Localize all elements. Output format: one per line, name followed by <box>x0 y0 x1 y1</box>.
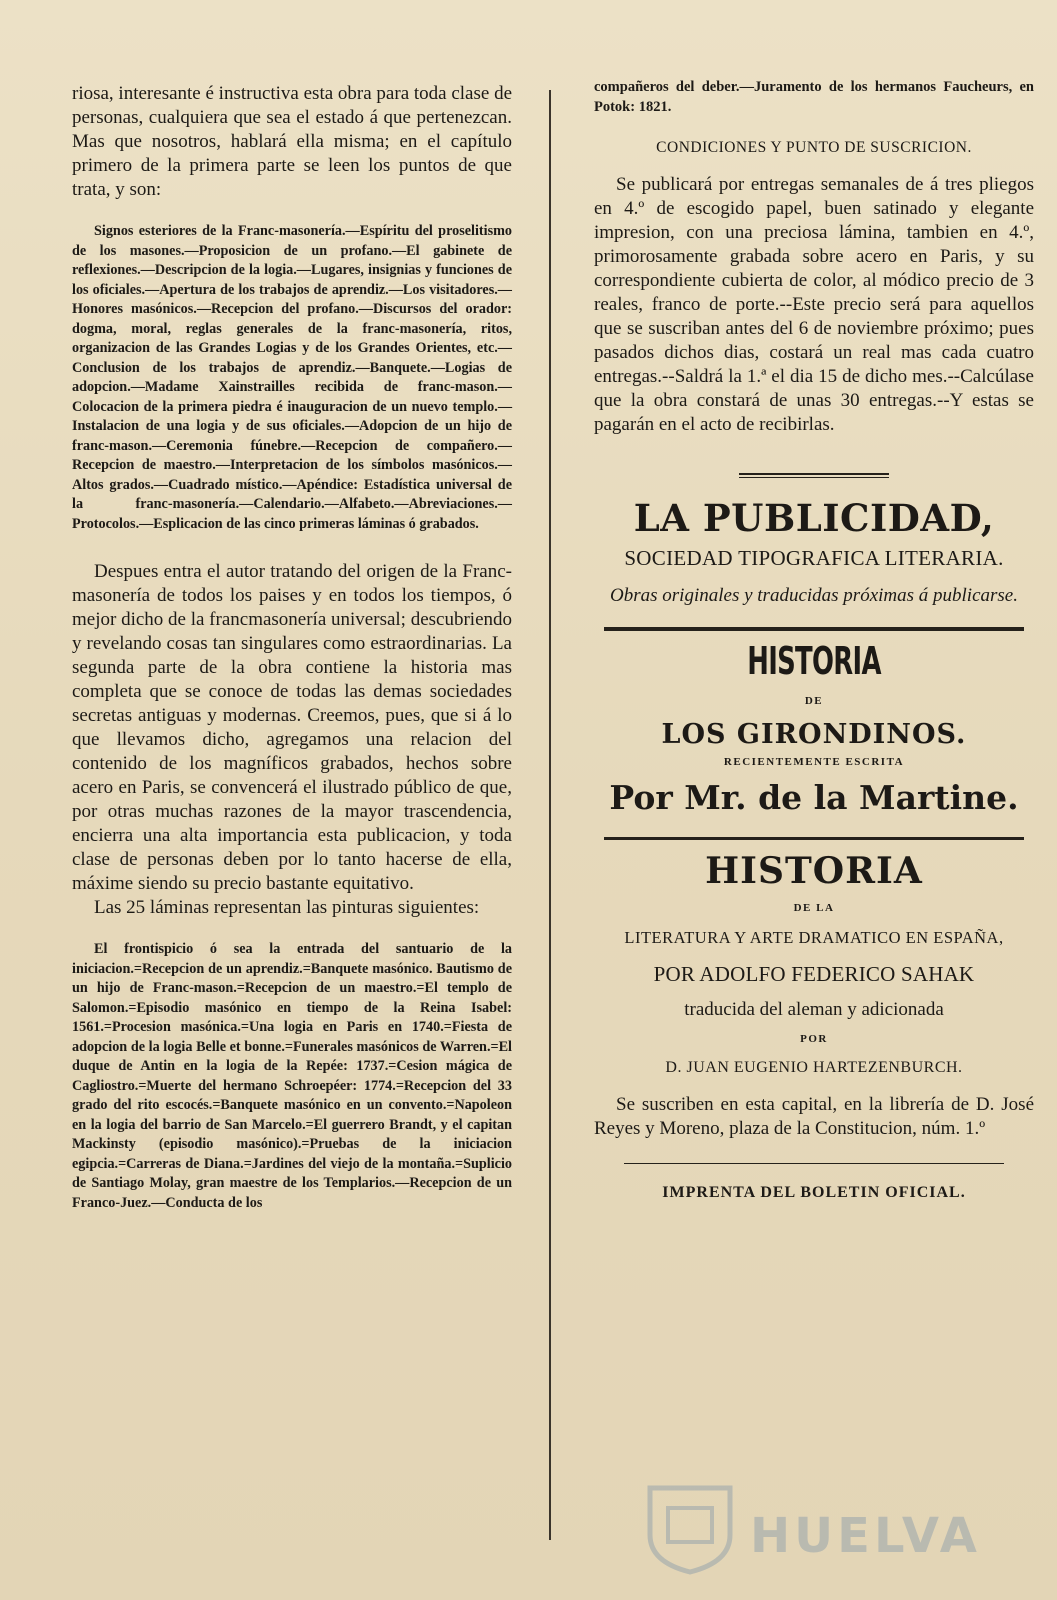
publisher-name: LA PUBLICIDAD, <box>633 496 995 540</box>
imprint: IMPRENTA DEL BOLETIN OFICIAL. <box>662 1184 966 1201</box>
publisher-note: Obras originales y traducidas próximas á publicarse. <box>610 585 1018 606</box>
shield-watermark-icon <box>640 1480 740 1575</box>
second-paragraph: Despues entra el autor tratando del origen de la Franc-masonería de todos los paises y en todos los tiempos, ó mejor dicho de la francmasonería universal; descubriendo y revelando cosas tan singulares como estraordinarias. La segunda parte de la obra contiene la historia mas completa que se conoce de todas las demas sociedades secretas antiguas y modernas. Creemos, pues, que si á lo que llevamos dicho, agregamos una relacion del contenido de los magníficos grabados, hechos sobre acero en Paris, se convencerá el ilustrado público de que, por otras muchas razones de la mayor trascendencia, encierra una alta importancia esta publicacion, y toda clase de personas deben por lo tanto hacerse de ella, máxime siendo su precio bastante equitativo. <box>72 561 512 894</box>
intro-paragraph: riosa, interesante é instructiva esta obra para toda clase de personas, cualquiera que sea el estado á que pertenezcan. Mas que nosotros, hablará ella misma; en el capítulo primero de la primera parte se leen los puntos de que trata, y son: <box>72 83 512 200</box>
book2-de-la: DE LA <box>793 902 835 914</box>
book1-author: Por Mr. de la Martine. <box>609 778 1019 817</box>
column-divider <box>549 90 551 1540</box>
continued-text: compañeros del deber.—Juramento de los hermanos Faucheurs, en Potok: 1821. <box>594 79 1034 115</box>
book2-subject: LITERATURA Y ARTE DRAMATICO EN ESPAÑA, <box>624 928 1004 947</box>
book1-subject: LOS GIRONDINOS. <box>661 719 967 750</box>
book2-translator: D. JUAN EUGENIO HARTEZENBURCH. <box>665 1059 963 1076</box>
book1-title: HISTORIA <box>747 639 881 683</box>
library-watermark <box>640 1480 981 1575</box>
watermark-text: HUELVA <box>750 1508 981 1564</box>
book2-por: POR <box>800 1033 828 1045</box>
right-column <box>594 78 1034 1202</box>
book1-recent: RECIENTEMENTE ESCRITA <box>723 756 905 768</box>
plates-list: El frontispicio ó sea la entrada del santuario de la iniciacion.=Recepcion de un aprendiz.=Banquete masónico. Bautismo de un hijo de Franc-mason.=Recepcion de un maestro.=El templo de Salomon.=Episodio masónico en tiempo de la Reina Isabel: 1561.=Procesion masónica.=Una logia en Paris en 1740.=Fiesta de adopcion de la logia Belle et bonne.=Funerales masónicos de Warren.=El duque de Antin en la logia de la Repée: 1737.=Cesion mágica de Cagliostro.=Muerte del hermano Schroepéer: 1774.=Recepcion del 33 grado del rito escocés.=Banquete masónico en un convento.=Napoleon en la logia del barrio de San Marcelo.=El guerrero Brandt, y el capitan Mackinsty (episodio masónico).=Pruebas de la iniciacion egipcia.=Carreras de Diana.=Jardines del viejo de la montaña.=Suplicio de Santiago Molay, gran maestre de los Templarios.—Recepcion de un Franco-Juez.—Conducta de los <box>72 941 512 1211</box>
book2-author: POR ADOLFO FEDERICO SAHAK <box>653 962 975 986</box>
subscription-text: Se suscriben en esta capital, en la librería de D. José Reyes y Moreno, plaza de la Constitucion, núm. 1.º <box>594 1094 1034 1139</box>
contents-list: Signos esteriores de la Franc-masonería.—Espíritu del proselitismo de los masones.—Proposicion de un profano.—El gabinete de reflexiones.—Descripcion de la logia.—Lugares, insignias y funciones de los oficiales.—Apertura de los trabajos de aprendiz.—Los visitadores.—Honores masónicos.—Recepcion del profano.—Discursos del orador: dogma, moral, reglas generales de la franc-masonería, ritos, organizacion de las Grandes Logias y de los Grandes Orientes, etc.—Conclusion de los trabajos de aprendiz.—Banquete.—Logias de adopcion.—Madame Xainstrailles recibida de franc-mason.—Colocacion de la primera piedra é inauguracion de un nuevo templo.—Instalacion de una logia y de sus oficiales.—Adopcion de un hijo de franc-mason.—Ceremonia fúnebre.—Recepcion de compañero.—Recepcion de maestro.—Interpretacion de los símbolos masónicos.—Altos grados.—Cuadrado místico.—Apéndice: Estadística universal de la franc-masonería.—Calendario.—Alfabeto.—Abreviaciones.—Protocolos.—Esplicacion de las cinco primeras láminas ó grabados. <box>72 223 512 532</box>
book2-title: HISTORIA <box>705 850 923 892</box>
book1-de: DE <box>804 695 824 707</box>
book2-translated: traducida del aleman y adicionada <box>684 999 944 1020</box>
conditions-text: Se publicará por entregas semanales de á tres pliegos en 4.º de escogido papel, buen satinado y elegante impresion, con una preciosa lámina, tambien en 4.º, primorosamente grabada sobre acero en Paris, y su correspondiente cubierta de color, al módico precio de 3 reales, franco de porte.--Este precio será para aquellos que se suscriban antes del 6 de noviembre próximo; pues pasados dichos dias, costará un real mas cada cuatro entregas.--Saldrá la 1.ª el dia 15 de dicho mes.--Calcúlase que la obra constará de unas 30 entregas.--Y estas se pagarán en el acto de recibirlas. <box>594 174 1034 435</box>
third-paragraph: Las 25 láminas representan las pinturas siguientes: <box>94 897 480 918</box>
left-column <box>72 82 512 1213</box>
conditions-heading: CONDICIONES Y PUNTO DE SUSCRICION. <box>656 139 972 156</box>
publisher-subtitle: SOCIEDAD TIPOGRAFICA LITERARIA. <box>624 546 1004 570</box>
